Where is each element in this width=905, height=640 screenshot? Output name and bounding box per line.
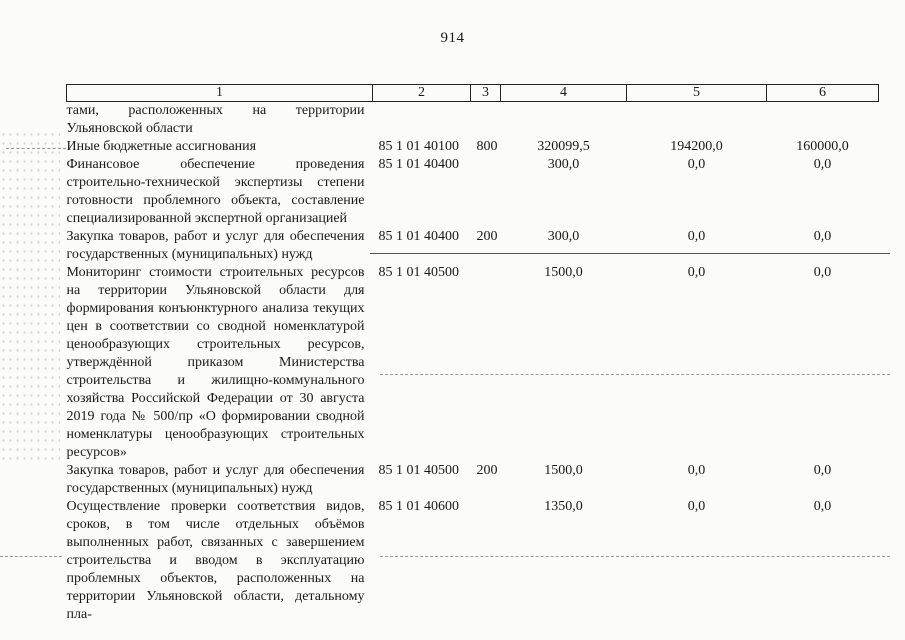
- scan-line: [370, 253, 890, 254]
- row-value-col4: 1500,0: [544, 265, 583, 280]
- table-header-row: [67, 85, 879, 102]
- row-expense-type: [471, 498, 501, 624]
- row-value-col5: 0,0: [687, 265, 706, 280]
- page-number: 914: [440, 30, 465, 46]
- table-row: [67, 498, 879, 624]
- row-value-col4: 300,0: [547, 157, 580, 172]
- column-header: 4: [501, 85, 627, 102]
- budget-table: [66, 84, 879, 624]
- row-code: 85 1 01 40400: [378, 229, 459, 244]
- table-row: [67, 156, 879, 228]
- row-value-col6: 160000,0: [796, 139, 849, 154]
- row-description: Осуществление проверки соответствия видов, сроков, в том числе отдельных объёмов выполненных работ, связанных с завершением строительства и вводом в эксплуатацию проблемных объектов, расположенных на территории Ульяновской области, детальному пла-: [66, 499, 365, 622]
- row-value-col4: [501, 102, 627, 139]
- row-value-col6: 0,0: [813, 463, 832, 478]
- row-description: Закупка товаров, работ и услуг для обеспечения государственных (муниципальных) нужд: [66, 463, 365, 496]
- row-value-col4: 1350,0: [544, 499, 583, 514]
- row-value-col5: 0,0: [687, 229, 706, 244]
- row-value-col4: 1500,0: [544, 463, 583, 478]
- table-row: [67, 102, 879, 139]
- table-row: [67, 462, 879, 498]
- row-value-col5: 194200,0: [670, 139, 723, 154]
- row-expense-type: 200: [476, 229, 498, 244]
- row-code: 85 1 01 40600: [378, 499, 459, 514]
- scan-line: [380, 374, 890, 375]
- row-value-col6: 0,0: [813, 157, 832, 172]
- column-header: 1: [67, 85, 373, 102]
- table-row: [67, 138, 879, 156]
- row-code: 85 1 01 40500: [378, 265, 459, 280]
- row-code: 85 1 01 40100: [378, 139, 459, 154]
- row-expense-type: 200: [476, 463, 498, 478]
- column-header: 6: [767, 85, 879, 102]
- row-description: тами, расположенных на территории Ульяновской области: [66, 103, 365, 136]
- row-expense-type: [471, 102, 501, 139]
- row-description: Иные бюджетные ассигнования: [66, 139, 257, 154]
- row-value-col5: 0,0: [687, 157, 706, 172]
- row-description: Закупка товаров, работ и услуг для обеспечения государственных (муниципальных) нужд: [66, 229, 365, 262]
- row-value-col6: 0,0: [813, 265, 832, 280]
- row-value-col6: 0,0: [813, 229, 832, 244]
- row-expense-type: [471, 264, 501, 462]
- table-row: [67, 228, 879, 264]
- row-value-col6: [767, 102, 879, 139]
- scan-line: [0, 556, 62, 557]
- row-expense-type: [471, 156, 501, 228]
- row-value-col4: 300,0: [547, 229, 580, 244]
- row-code: [373, 102, 471, 139]
- column-header: 3: [471, 85, 501, 102]
- row-description: Финансовое обеспечение проведения строительно-технической экспертизы степени готовности проблемного объекта, составление специализированной экспертной организацией: [66, 157, 365, 226]
- row-description: Мониторинг стоимости строительных ресурсов на территории Ульяновской области для формирования конъюнктурного анализа текущих цен в соответствии со сводной номенклатурой ценообразующих строительных ресурсов, утверждённой приказом Министерства строительства и жилищно-коммунального хозяйства Российской Федерации от 30 августа 2019 года № 500/пр «О формировании сводной номенклатуры ценообразующих строительных ресурсов»: [66, 265, 365, 460]
- row-value-col6: 0,0: [813, 499, 832, 514]
- row-expense-type: 800: [476, 139, 498, 154]
- table-row: [67, 264, 879, 462]
- scan-noise: [0, 130, 60, 460]
- row-value-col5: [627, 102, 767, 139]
- row-value-col5: 0,0: [687, 499, 706, 514]
- column-header: 5: [627, 85, 767, 102]
- row-code: 85 1 01 40500: [378, 463, 459, 478]
- row-value-col5: 0,0: [687, 463, 706, 478]
- row-value-col4: 320099,5: [537, 139, 590, 154]
- row-code: 85 1 01 40400: [378, 157, 459, 172]
- scan-line: [6, 148, 66, 149]
- scan-line: [380, 556, 890, 557]
- column-header: 2: [373, 85, 471, 102]
